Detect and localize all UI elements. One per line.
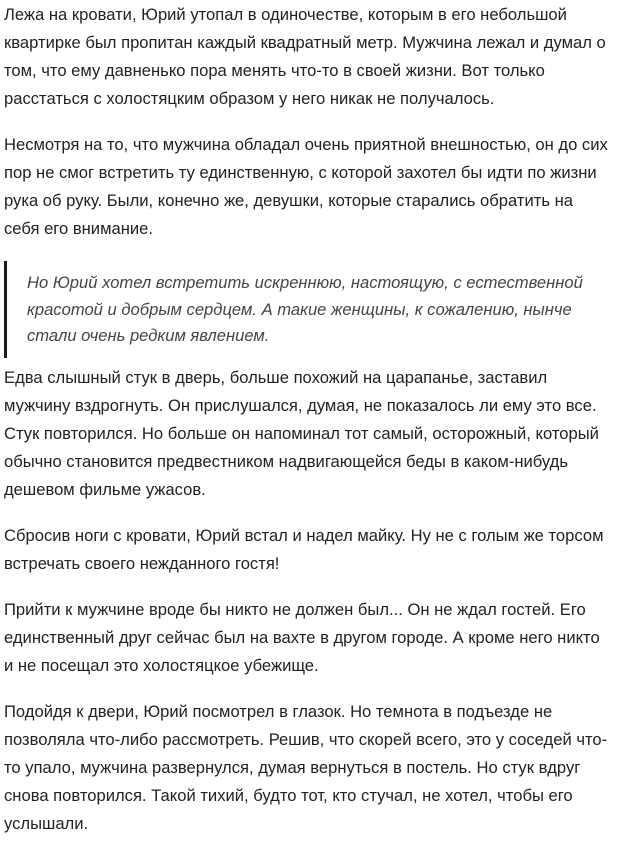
- quote-text: Но Юрий хотел встретить искреннюю, настоящую, с естественной красотой и добрым сердцем. А такие женщины, к сожалению, нынче стали очень редким явлением.: [27, 273, 583, 345]
- quote-block: [4, 261, 610, 358]
- paragraph-5: Прийти к мужчине вроде бы никто не должен был... Он не ждал гостей. Его единственный друг сейчас был на вахте в другом городе. А кроме него никто и не посещал это холостяцкое убежище.: [4, 599, 600, 675]
- paragraph-2: Несмотря на то, что мужчина обладал очень приятной внешностью, он до сих пор не смог встретить ту единственную, с которой захотел бы идти по жизни рука об руку. Были, конечно же, девушки, которые старались обратить на себя его внимание.: [4, 135, 608, 238]
- article-body: [4, 0, 610, 856]
- paragraph-3: Едва слышный стук в дверь, больше похожий на царапанье, заставил мужчину вздрогнуть. Он прислушался, думая, не показалось ли ему это все. Стук повторился. Но больше он напоминал тот самый, осторожный, который обычно становится предвестником надвигающейся беды в каком-нибудь дешевом фильме ужасов.: [4, 367, 599, 499]
- paragraph-4: Сбросив ноги с кровати, Юрий встал и надел майку. Ну не с голым же торсом встречать своего нежданного гостя!: [4, 525, 604, 573]
- paragraph-1: Лежа на кровати, Юрий утопал в одиночестве, которым в его небольшой квартирке был пропитан каждый квадратный метр. Мужчина лежал и думал о том, что ему давненько пора менять что-то в своей жизни. Вот только расстаться с холостяцким образом у него никак не получалось.: [4, 5, 606, 108]
- paragraph-6: Подойдя к двери, Юрий посмотрел в глазок. Но темнота в подъезде не позволяла что-либо рассмотреть. Решив, что скорей всего, это у соседей что-то упало, мужчина развернулся, думая вернуться в постель. Но стук вдруг снова повторился. Такой тихий, будто тот, кто стучал, не хотел, чтобы его услышали.: [4, 701, 608, 833]
